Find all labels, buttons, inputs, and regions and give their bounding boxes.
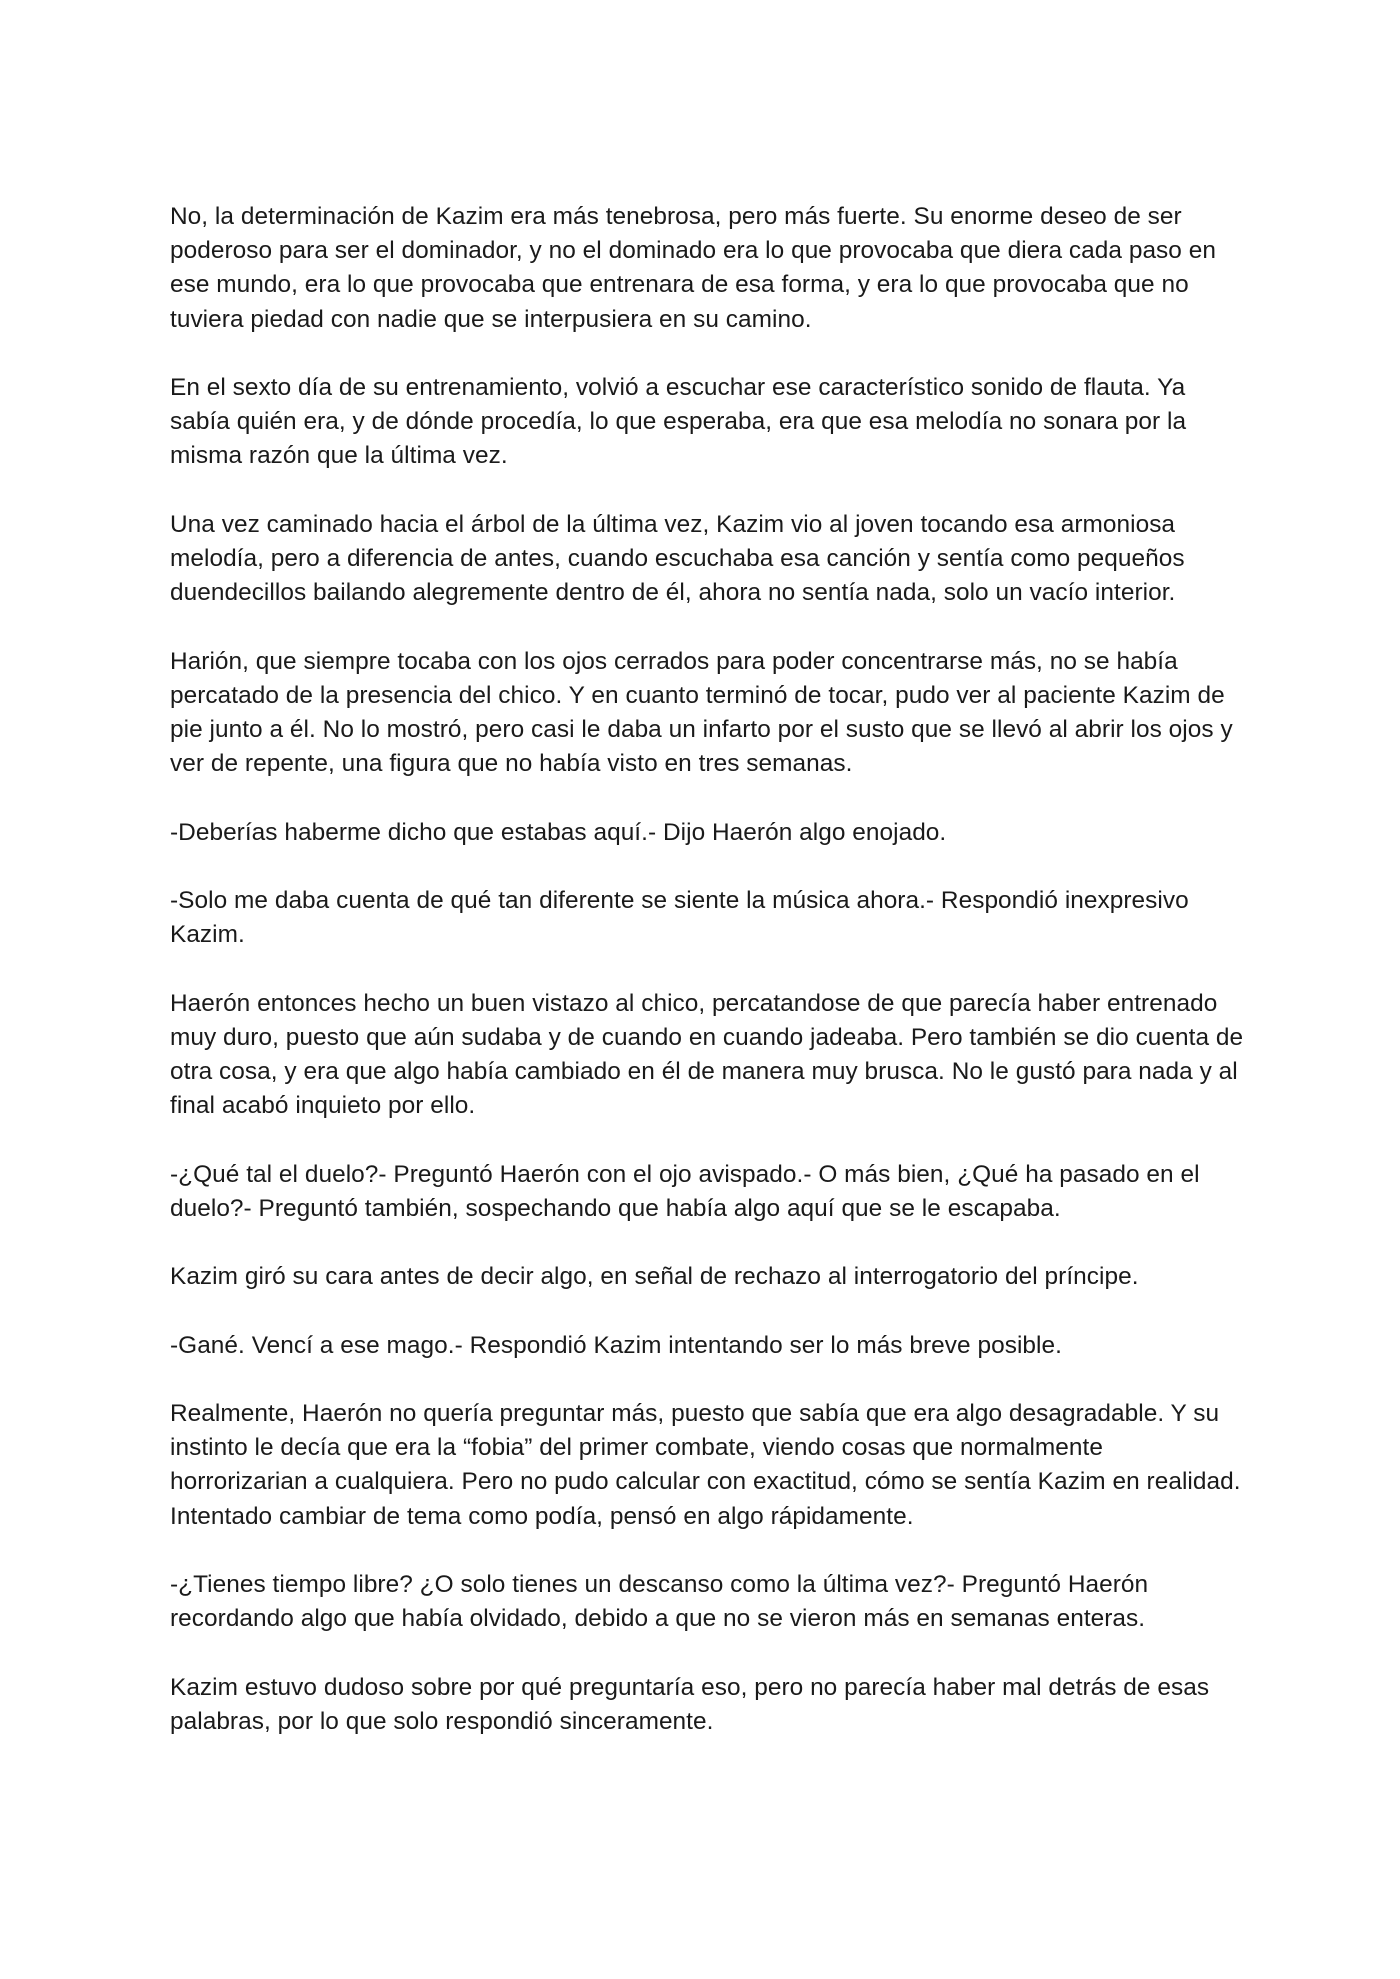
paragraph: Kazim estuvo dudoso sobre por qué preguntaría eso, pero no parecía haber mal detrás de esas palabras, por lo que solo respondió sinceramente.: [170, 1673, 1210, 1735]
paragraph: En el sexto día de su entrenamiento, volvió a escuchar ese característico sonido de flauta. Ya sabía quién era, y de dónde procedía, lo que esperaba, era que esa melodía no sonara por la misma razón que la última vez.: [170, 374, 1187, 470]
paragraph: No, la determinación de Kazim era más tenebrosa, pero más fuerte. Su enorme deseo de ser poderoso para ser el dominador, y no el dominado era lo que provocaba que diera cada paso en ese mundo, era lo que provocaba que entrenara de esa forma, y era lo que provocaba que no tuviera piedad con nadie que se interpusiera en su camino.: [170, 203, 1216, 333]
dialogue-line: -Deberías haberme dicho que estabas aquí.- Dijo Haerón algo enojado.: [170, 818, 947, 846]
dialogue-line: -¿Tienes tiempo libre? ¿O solo tienes un descanso como la última vez?- Preguntó Haerón recordando algo que había olvidado, debido a que no se vieron más en semanas enteras.: [170, 1570, 1149, 1633]
paragraph: Kazim giró su cara antes de decir algo, en señal de rechazo al interrogatorio del príncipe.: [170, 1263, 1139, 1291]
dialogue-line: -Solo me daba cuenta de qué tan diferente se siente la música ahora.- Respondió inexpresivo Kazim.: [170, 886, 1189, 949]
paragraph: Una vez caminado hacia el árbol de la última vez, Kazim vio al joven tocando esa armoniosa melodía, pero a diferencia de antes, cuando escuchaba esa canción y sentía como pequeños duendecillos bailando alegremente dentro de él, ahora no sentía nada, solo un vacío interior.: [170, 510, 1185, 607]
dialogue-line: -¿Qué tal el duelo?- Preguntó Haerón con el ojo avispado.- O más bien, ¿Qué ha pasado en el duelo?- Preguntó también, sospechando que había algo aquí que se le escapaba.: [170, 1160, 1200, 1222]
dialogue-line: -Gané. Vencí a ese mago.- Respondió Kazim intentando ser lo más breve posible.: [170, 1331, 1062, 1359]
paragraph: Harión, que siempre tocaba con los ojos cerrados para poder concentrarse más, no se había percatado de la presencia del chico. Y en cuanto terminó de tocar, pudo ver al paciente Kazim de pie junto a él. No lo mostró, pero casi le daba un infarto por el susto que se llevó al abrir los ojos y ver de repente, una figura que no había visto en tres semanas.: [170, 647, 1233, 778]
document-body: [170, 200, 1245, 1739]
paragraph: Realmente, Haerón no quería preguntar más, puesto que sabía que era algo desagradable. Y su instinto le decía que era la “fobia” del primer combate, viendo cosas que normalmente horrorizarian a cualquiera. Pero no pudo calcular con exactitud, cómo se sentía Kazim en realidad. Intentado cambiar de tema como podía, pensó en algo rápidamente.: [170, 1399, 1241, 1530]
paragraph: Haerón entonces hecho un buen vistazo al chico, percatandose de que parecía haber entrenado muy duro, puesto que aún sudaba y de cuando en cuando jadeaba. Pero también se dio cuenta de otra cosa, y era que algo había cambiado en él de manera muy brusca. No le gustó para nada y al final acabó inquieto por ello.: [170, 989, 1244, 1120]
